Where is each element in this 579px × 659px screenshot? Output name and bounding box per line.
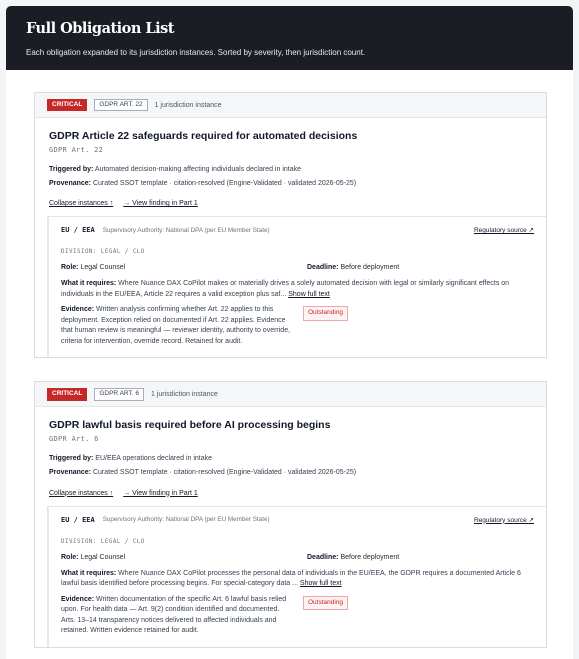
triggered-by bbox=[49, 454, 532, 464]
provenance bbox=[49, 179, 532, 189]
role bbox=[61, 554, 307, 561]
triggered-value: EU/EEA operations declared in intake bbox=[93, 455, 213, 463]
provenance-value: Curated SSOT template · citation-resolved (Engine-Validated · validated 2026-05-25) bbox=[91, 180, 357, 188]
obligation-body bbox=[35, 118, 546, 207]
obligation-links bbox=[49, 200, 532, 207]
reference-badge: GDPR ART. 22 bbox=[94, 99, 147, 112]
severity-badge: CRITICAL bbox=[47, 388, 87, 401]
status-badge: Outstanding bbox=[303, 306, 348, 321]
obligation-code: GDPR Art. 6 bbox=[49, 435, 99, 444]
deadline bbox=[307, 554, 399, 561]
obligation-card-header bbox=[35, 93, 546, 118]
region-label: EU / EEA bbox=[61, 226, 95, 235]
evidence-text bbox=[61, 305, 295, 347]
requirement-text bbox=[61, 279, 534, 300]
role-deadline-row bbox=[61, 554, 534, 561]
provenance bbox=[49, 468, 532, 478]
page-header bbox=[6, 6, 573, 70]
requirement-text bbox=[61, 569, 534, 590]
supervisory-authority: Supervisory Authority: National DPA (per EU Member State) bbox=[102, 516, 270, 524]
instance-count: 1 jurisdiction instance bbox=[154, 101, 222, 109]
obligation-title: GDPR Article 22 safeguards required for automated decisions bbox=[49, 130, 358, 142]
deadline bbox=[307, 264, 399, 271]
deadline-value: Before deployment bbox=[338, 264, 400, 272]
provenance-label: Provenance: bbox=[49, 180, 92, 188]
requires-value: Where Nuance DAX CoPilot makes or materially drives a solely automated decision with legal or similarly significant effects on individuals in the EU/EEA, Article 22 requires a valid exception plus saf... bbox=[61, 280, 510, 298]
instance-header bbox=[61, 224, 534, 236]
provenance-value: Curated SSOT template · citation-resolved (Engine-Validated · validated 2026-05-25) bbox=[91, 469, 357, 477]
obligation-card bbox=[34, 92, 547, 358]
evidence-value: Written documentation of the specific Art. 6 lawful basis relied upon. For health data — Art. 9(2) condition identified and documented. Arts. 13–14 transparency notices delivered to affected individuals and retained. Written evidence retained for audit. bbox=[61, 595, 287, 635]
requires-label: What it requires: bbox=[61, 280, 117, 288]
supervisory-authority: Supervisory Authority: National DPA (per EU Member State) bbox=[102, 226, 270, 234]
triggered-label: Triggered by: bbox=[49, 166, 94, 173]
role-label: Role: bbox=[61, 264, 79, 272]
severity-badge: CRITICAL bbox=[47, 99, 87, 112]
view-finding-link[interactable]: → View finding in Part 1 bbox=[123, 489, 198, 497]
role bbox=[61, 264, 307, 271]
provenance-label: Provenance: bbox=[49, 469, 92, 477]
regulatory-source-link[interactable]: Regulatory source ↗ bbox=[473, 516, 534, 524]
page-subtitle: Each obligation expanded to its jurisdiction instances. Sorted by severity, then jurisdiction count. bbox=[26, 48, 366, 57]
collapse-instances-link[interactable]: Collapse instances ↑ bbox=[49, 200, 114, 208]
division-label: DIVISION: LEGAL / CLO bbox=[61, 249, 145, 256]
deadline-label: Deadline: bbox=[307, 553, 339, 561]
role-value: Legal Counsel bbox=[78, 264, 126, 272]
evidence-row bbox=[61, 305, 534, 347]
obligation-links bbox=[49, 490, 532, 497]
reference-badge: GDPR ART. 6 bbox=[94, 388, 144, 401]
evidence-text bbox=[61, 595, 295, 637]
deadline-label: Deadline: bbox=[307, 264, 339, 272]
evidence-row bbox=[61, 595, 534, 637]
instance-count: 1 jurisdiction instance bbox=[150, 390, 218, 398]
triggered-value: Automated decision-making affecting individuals declared in intake bbox=[93, 166, 302, 173]
status-badge: Outstanding bbox=[303, 596, 348, 611]
division-label: DIVISION: LEGAL / CLO bbox=[61, 538, 145, 545]
view-finding-link[interactable]: → View finding in Part 1 bbox=[123, 200, 198, 208]
obligation-list bbox=[6, 70, 573, 659]
obligation-card bbox=[34, 381, 547, 647]
role-deadline-row bbox=[61, 264, 534, 271]
show-full-text-link[interactable]: Show full text bbox=[288, 290, 330, 298]
show-full-text-link[interactable]: Show full text bbox=[299, 580, 342, 588]
obligation-card-header bbox=[35, 382, 546, 407]
evidence-label: Evidence: bbox=[61, 595, 95, 603]
triggered-label: Triggered by: bbox=[49, 455, 94, 463]
evidence-label: Evidence: bbox=[61, 306, 95, 314]
collapse-instances-link[interactable]: Collapse instances ↑ bbox=[49, 489, 114, 497]
triggered-by bbox=[49, 165, 532, 175]
jurisdiction-instance bbox=[47, 216, 546, 357]
evidence-value: Written analysis confirming whether Art. 22 applies to this deployment. Exception relied on documented if Art. 22 applies. Evidence that human review is meaningful — reviewer identity, authority to override, criteria for intervention, override record. Retained for audit. bbox=[61, 306, 291, 345]
page-title: Full Obligation List bbox=[26, 20, 174, 37]
deadline-value: Before deployment bbox=[338, 553, 400, 561]
obligation-title: GDPR lawful basis required before AI processing begins bbox=[49, 419, 331, 432]
jurisdiction-instance bbox=[47, 506, 546, 647]
requires-value: Where Nuance DAX CoPilot processes the personal data of individuals in the EU/EEA, the GDPR requires a documented Article 6 lawful basis identified before processing begins. For special-category data ... bbox=[61, 569, 521, 588]
region-label: EU / EEA bbox=[61, 515, 95, 524]
role-label: Role: bbox=[61, 553, 79, 561]
obligation-body bbox=[35, 407, 546, 496]
regulatory-source-link[interactable]: Regulatory source ↗ bbox=[473, 227, 534, 235]
obligation-code: GDPR Art. 22 bbox=[49, 146, 104, 154]
role-value: Legal Counsel bbox=[78, 553, 126, 561]
instance-header bbox=[61, 514, 534, 526]
requires-label: What it requires: bbox=[61, 569, 117, 577]
